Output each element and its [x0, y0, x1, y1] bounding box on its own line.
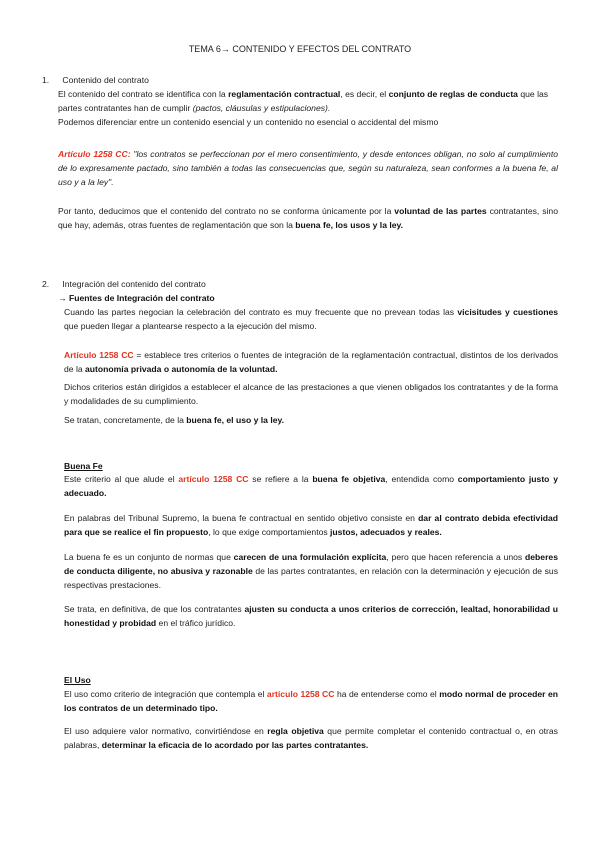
- section-2-number: 2.: [42, 279, 50, 289]
- s2-paragraph-1: Cuando las partes negocian la celebración del contrato es muy frecuente que no prevean todas las vicisitudes y cuestiones que pueden llegar a plantearse respecto a la ejecución del mismo.: [64, 307, 559, 331]
- section-1-title: Contenido del contrato: [62, 75, 149, 85]
- buena-fe-paragraph-2: En palabras del Tribunal Supremo, la buena fe contractual en sentido objetivo consiste en dar al contrato debida efectividad para que se realice el fin propuesto, lo que exige comportamientos justos, adecuados y reales.: [64, 513, 558, 537]
- s1-paragraph-1: El contenido del contrato se identifica con la reglamentación contractual, es decir, el conjunto de reglas de conducta que las partes contratantes han de cumplir (pactos, cláusulas y estipulaciones).: [58, 89, 549, 113]
- uso-heading: El Uso: [64, 675, 91, 685]
- s1-article-quote: Artículo 1258 CC: "los contratos se perfeccionan por el mero consentimiento, y desde entonces obligan, no solo al cumplimiento de lo expresamente pactado, sino también a todas las consecuencias que, según su naturaleza, sean conformes a la buena fe, al uso y a la ley".: [58, 149, 558, 187]
- section-2-heading: [42, 278, 542, 292]
- section-1-body: [58, 88, 558, 130]
- section-2-title: Integración del contenido del contrato: [62, 279, 206, 289]
- buena-fe-paragraph-1: Este criterio al que alude el artículo 1258 CC se refiere a la buena fe objetiva, entendida como comportamiento justo y adecuado.: [64, 474, 558, 498]
- uso-paragraph-2: El uso adquiere valor normativo, convirtiéndose en regla objetiva que permite completar el contenido contractual o, en otras palabras, determinar la eficacia de lo acordado por las partes contratantes.: [64, 726, 558, 750]
- section-2-subheading: → Fuentes de Integración del contrato: [58, 293, 215, 303]
- s2-paragraph-2: Artículo 1258 CC = establece tres criterios o fuentes de integración de la reglamentación contractual, distintos de los derivados de la autonomía privada o autonomía de la voluntad.: [64, 350, 558, 374]
- s2-paragraph-4: Se tratan, concretamente, de la buena fe, el uso y la ley.: [64, 415, 285, 425]
- article-1258-label: Artículo 1258 CC:: [58, 149, 131, 159]
- section-1-heading: [42, 74, 542, 88]
- buena-fe-heading: Buena Fe: [64, 461, 103, 471]
- buena-fe-paragraph-3: La buena fe es un conjunto de normas que carecen de una formulación explícita, pero que hacen referencia a unos deberes de conducta diligente, no abusiva y razonable de las partes contratantes, en relación con la determinación y ejecución de sus respectivas prestaciones.: [64, 552, 558, 590]
- buena-fe-paragraph-4: Se trata, en definitiva, de que los contratantes ajusten su conducta a unos criterios de corrección, lealtad, honorabilidad u honestidad y probidad en el tráfico jurídico.: [64, 604, 558, 628]
- s1-paragraph-1b: Podemos diferenciar entre un contenido esencial y un contenido no esencial o accidental del mismo: [58, 116, 439, 127]
- s1-paragraph-2: Por tanto, deducimos que el contenido del contrato no se conforma únicamente por la voluntad de las partes contratantes, sino que hay, además, otras fuentes de reglamentación que son la buena fe, los usos y la ley.: [58, 206, 558, 230]
- uso-paragraph-1: El uso como criterio de integración que contempla el artículo 1258 CC ha de entenderse como el modo normal de proceder en los contratos de un determinado tipo.: [64, 689, 558, 713]
- section-1-number: 1.: [42, 75, 50, 85]
- s2-paragraph-3: Dichos criterios están dirigidos a establecer el alcance de las prestaciones a que vienen obligados los contratantes y de la forma y modalidades de su cumplimiento.: [64, 382, 558, 406]
- page-title: TEMA 6→ CONTENIDO Y EFECTOS DEL CONTRATO: [188, 44, 412, 54]
